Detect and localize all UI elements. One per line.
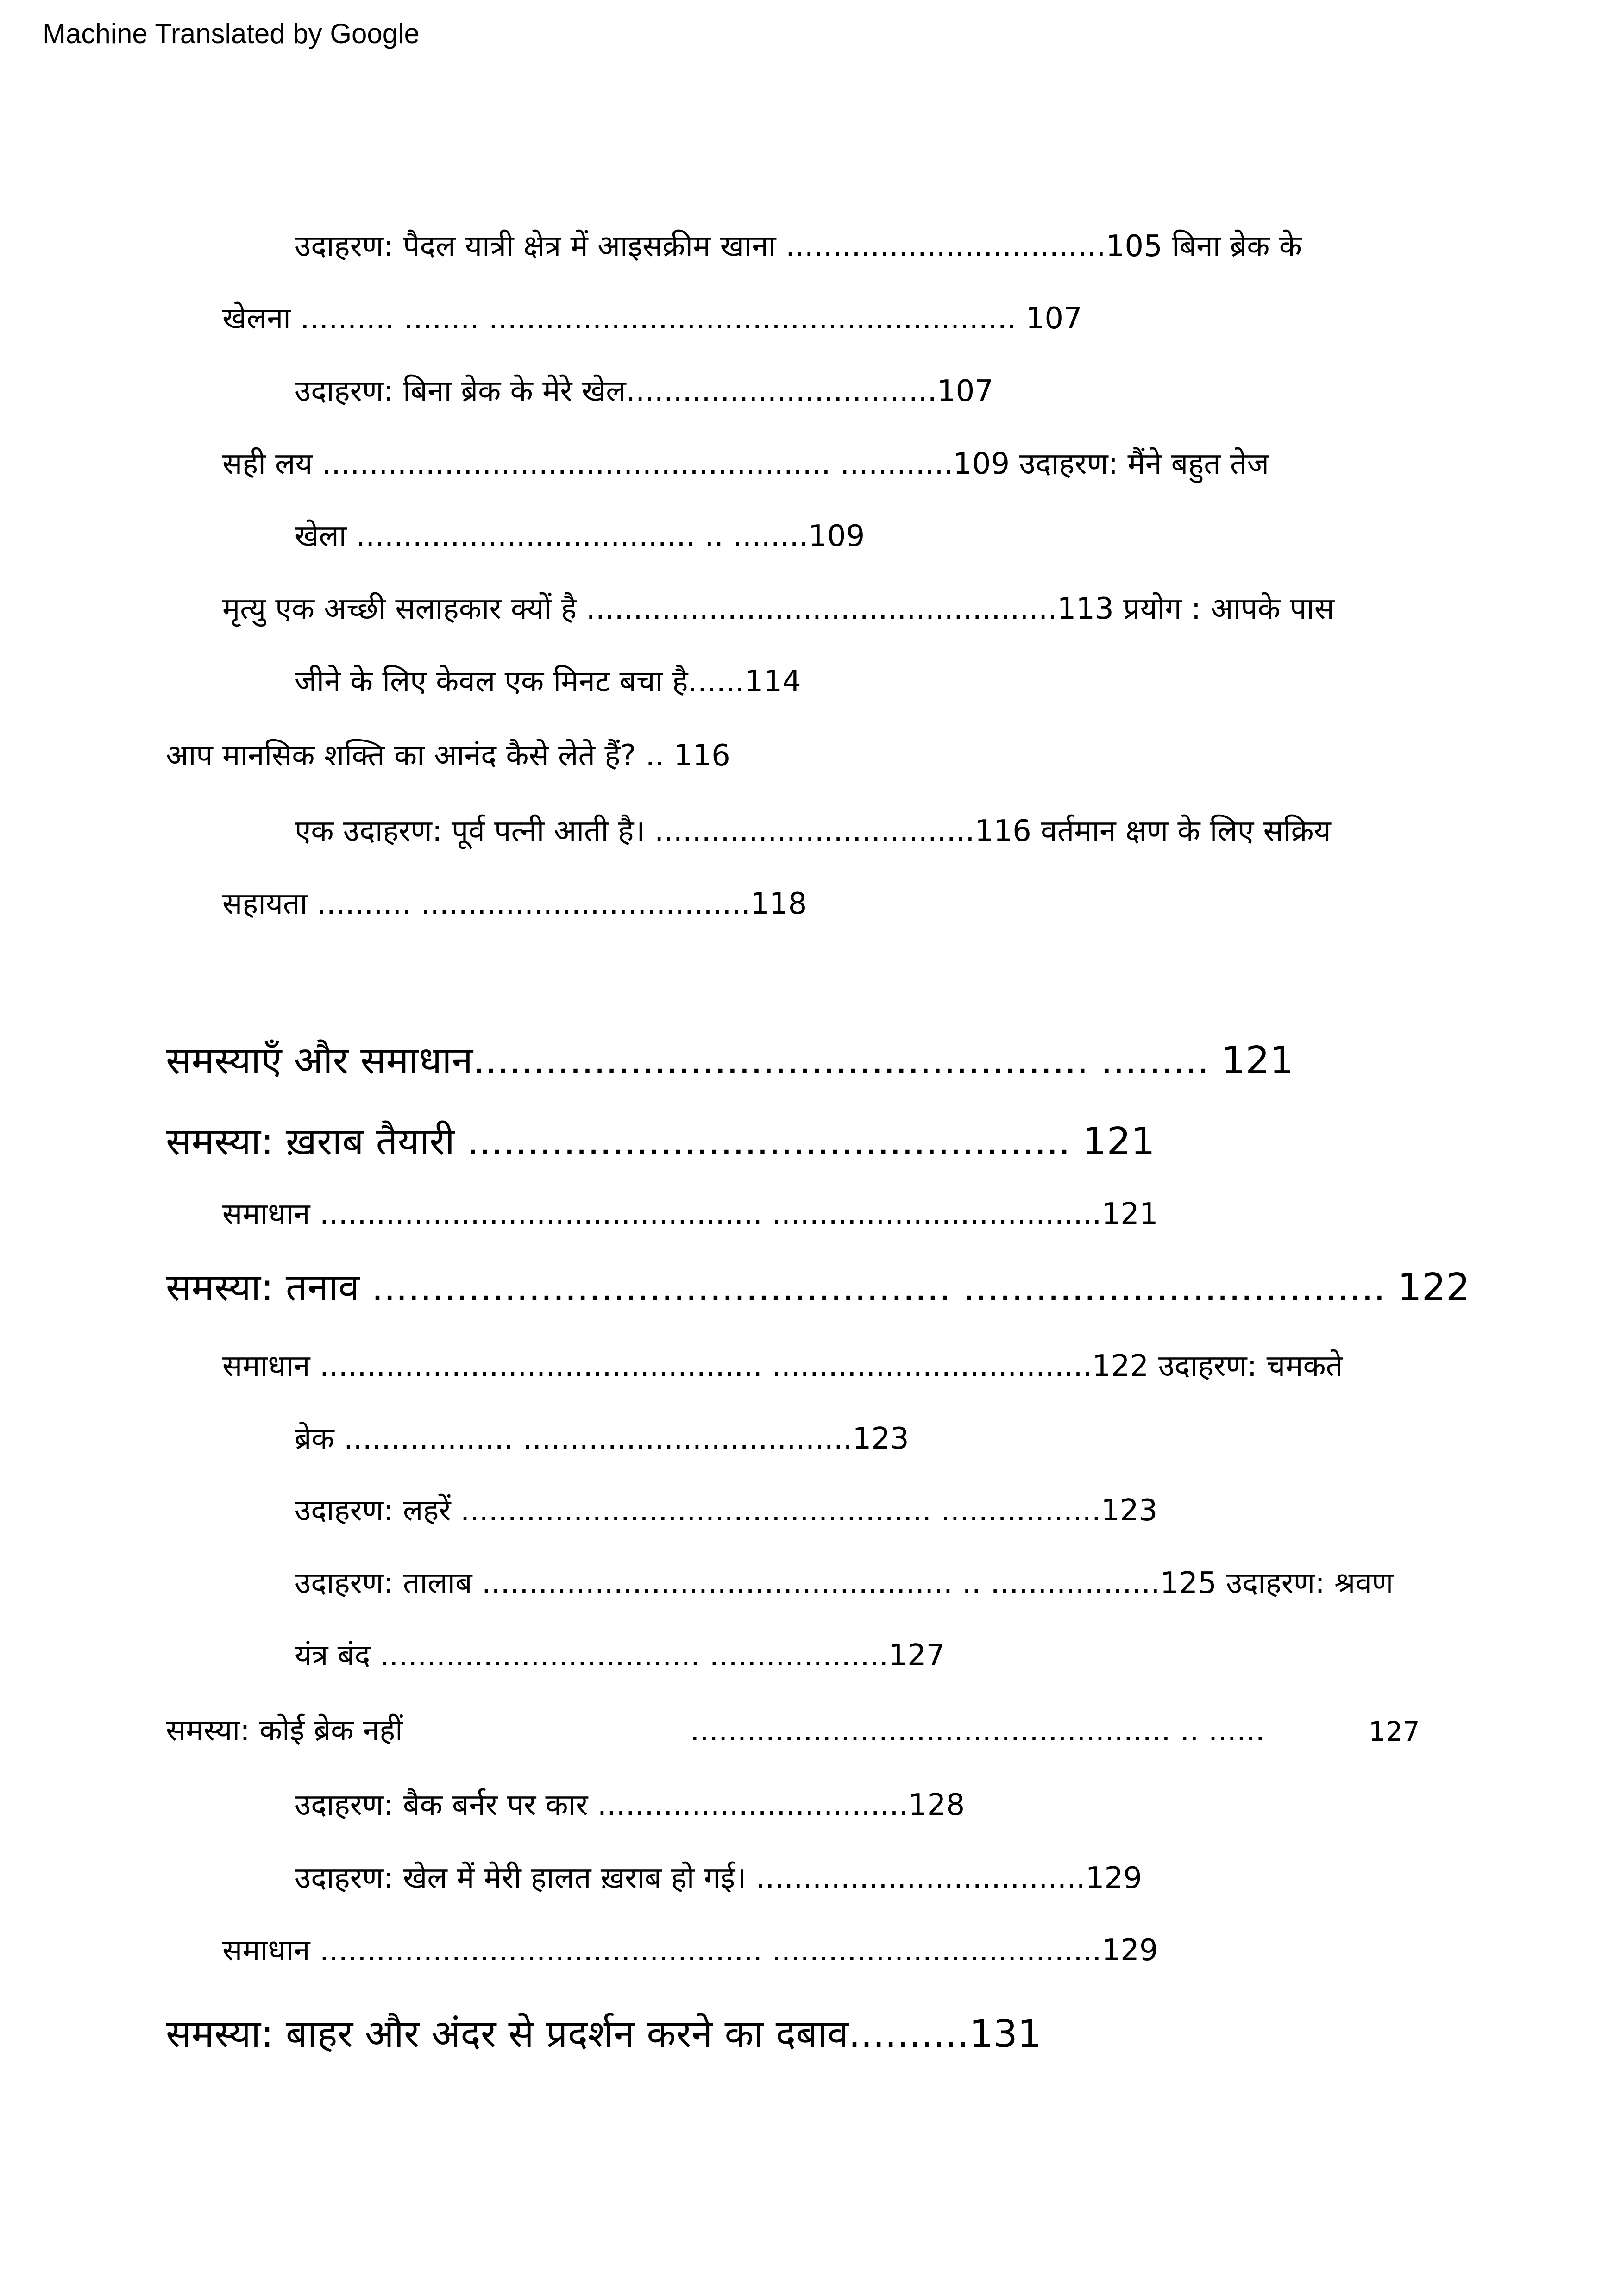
- toc-entry-title: समस्या: कोई ब्रेक नहीं: [166, 1713, 403, 1748]
- toc-entry: उदाहरण: खेल में मेरी हालत ख़राब हो गई। ...................................129: [295, 1861, 1142, 1895]
- toc-section-heading: समस्या: तनाव ................................................ ................................... 122: [166, 1266, 1470, 1310]
- toc-entry: खेलना .......... ........ ........................................................ 107: [222, 301, 1082, 336]
- toc-entry: सहायता .......... ...................................118: [222, 887, 807, 921]
- toc-entry: एक उदाहरण: पूर्व पत्नी आती है। ..................................116 वर्तमान क्षण के लिए सक्रिय: [295, 814, 1331, 848]
- toc-entry: जीने के लिए केवल एक मिनट बचा है......114: [295, 665, 801, 699]
- toc-entry-page-number: 127: [1369, 1716, 1420, 1747]
- toc-entry: खेला .................................... .. ........109: [295, 519, 865, 553]
- machine-translation-watermark: Machine Translated by Google: [43, 18, 420, 49]
- toc-entry: यंत्र बंद .................................. ...................127: [295, 1638, 945, 1673]
- toc-entry: उदाहरण: बिना ब्रेक के मेरे खेल.................................107: [295, 374, 994, 408]
- toc-entry: उदाहरण: लहरें .................................................. .................123: [295, 1493, 1158, 1528]
- toc-entry: उदाहरण: बैक बर्नर पर कार .................................128: [295, 1788, 965, 1822]
- toc-section-heading: समस्या: बाहर और अंदर से प्रदर्शन करने का दबाव..........131: [166, 2012, 1042, 2056]
- toc-entry-leader: ................................................... .. ......: [690, 1713, 1265, 1748]
- toc-section-heading: समस्या: ख़राब तैयारी .................................................. 121: [166, 1120, 1155, 1164]
- toc-entry: समाधान ............................................... ..................................122 उदाहरण: चमकते: [222, 1349, 1343, 1383]
- toc-entry: उदाहरण: तालाब .................................................. .. ..................125 उदाहरण: श्रवण: [295, 1566, 1394, 1600]
- toc-chapter-heading: समस्याएँ और समाधान................................................... ......... 121: [166, 1039, 1294, 1083]
- toc-entry: ब्रेक .................. ...................................123: [295, 1422, 909, 1456]
- toc-entry: समाधान ............................................... ...................................129: [222, 1933, 1158, 1968]
- toc-entry: उदाहरण: पैदल यात्री क्षेत्र में आइसक्रीम खाना ..................................105 बिना ब्रेक के: [295, 229, 1302, 263]
- toc-entry: सही लय ...................................................... ............109 उदाहरण: मैंने बहुत तेज: [222, 447, 1269, 481]
- toc-entry: मृत्यु एक अच्छी सलाहकार क्यों है ..................................................113 प्रयोग : आपके पास: [222, 592, 1335, 626]
- toc-entry: समाधान ............................................... ...................................121: [222, 1197, 1158, 1231]
- toc-entry: आप मानसिक शक्ति का आनंद कैसे लेते हैं? .. 116: [166, 739, 730, 773]
